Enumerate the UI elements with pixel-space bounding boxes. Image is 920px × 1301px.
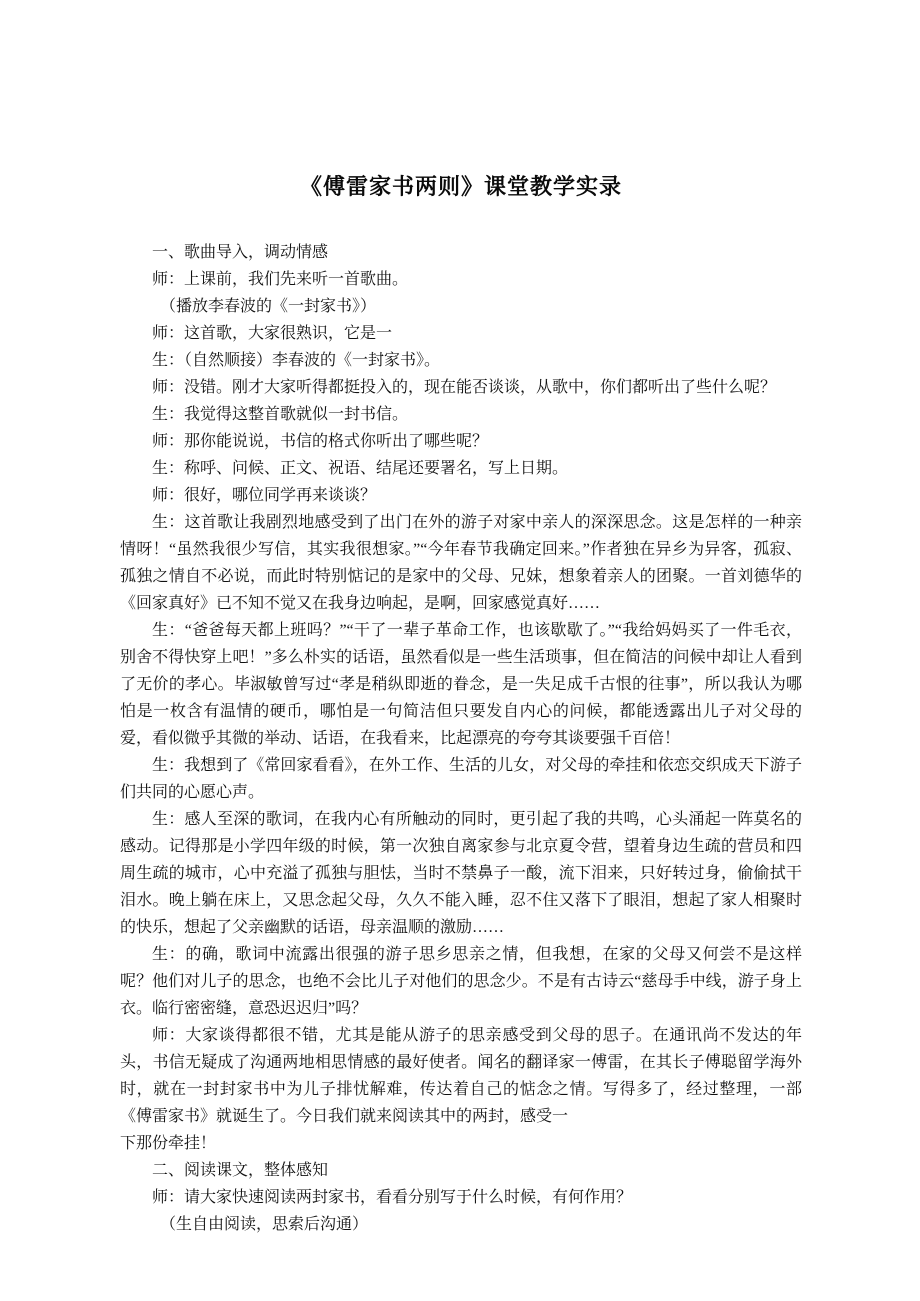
paragraph: 师：很好，哪位同学再来谈谈？ [152, 487, 377, 504]
paragraph: 生：感人至深的歌词，在我内心有所触动的同时，更引起了我的共鸣，心头涌起一阵莫名的感动。记得那是小学四年级的时候，第一次独自离家参与北京夏令营，望着身边生疏的营员和四周生疏的城市，心中充溢了孤独与胆怯，当时不禁鼻子一酸，流下泪来，只好转过身，偷偷拭干泪水。晚上躺在床上，又思念起父母，久久不能入睡，忍不住又落下了眼泪，想起了家人相聚时的快乐，想起了父亲幽默的话语，母亲温顺的激励…… [120, 811, 802, 936]
paragraph: 师：没错。刚才大家听得都挺投入的，现在能否谈谈，从歌中，你们都听出了些什么呢？ [152, 379, 777, 396]
document-body [120, 239, 802, 1238]
paragraph: 生：这首歌让我剧烈地感受到了出门在外的游子对家中亲人的深深思念。这是怎样的一种亲情呀！“虽然我很少写信，其实我很想家。”“今年春节我确定回来。”作者独在异乡为异客，孤寂、孤独之情自不必说，而此时特别惦记的是家中的父母、兄妹，想象着亲人的团聚。一首刘德华的《回家真好》已不知不觉又在我身边响起，是啊，回家感觉真好…… [120, 514, 802, 612]
paragraph: 生：的确，歌词中流露出很强的游子思乡思亲之情，但我想，在家的父母又何尝不是这样呢？他们对儿子的思念，也绝不会比儿子对他们的思念少。不是有古诗云“慈母手中线，游子身上衣。临行密密缝，意恐迟迟归”吗？ [120, 946, 802, 1017]
paragraph: （生自由阅读，思索后沟通） [160, 1216, 369, 1233]
paragraph: 一、歌曲导入，调动情感 [152, 244, 329, 261]
paragraph: 师：这首歌，大家很熟识，它是一 [152, 325, 393, 342]
paragraph: 师：请大家快速阅读两封家书，看看分别写于什么时候，有何作用？ [152, 1189, 633, 1206]
paragraph: 二、阅读课文，整体感知 [152, 1162, 329, 1179]
paragraph: 下那份牵挂！ [120, 1135, 217, 1152]
paragraph: 生：称呼、问候、正文、祝语、结尾还要署名，写上日期。 [152, 460, 569, 477]
paragraph: 生：“爸爸每天都上班吗？”“干了一辈子革命工作，也该歇歇了。”“我给妈妈买了一件毛衣，别舍不得快穿上吧！”多么朴实的话语，虽然看似是一些生活琐事，但在简洁的问候中却让人看到了无价的孝心。毕淑敏曾写过“孝是稍纵即逝的眷念，是一失足成千古恨的往事”，所以我认为哪怕是一枚含有温情的硬币，哪怕是一句简洁但只要发自内心的问候，都能透露出儿子对父母的爱，看似微乎其微的举动、话语，在我看来，比起漂亮的夸夸其谈要强千百倍！ [120, 622, 802, 747]
paragraph: 师：那你能说说，书信的格式你听出了哪些呢？ [152, 433, 489, 450]
paragraph: 生：（自然顺接）李春波的《一封家书》。 [152, 352, 441, 369]
paragraph: 生：我觉得这整首歌就似一封书信。 [152, 406, 409, 423]
paragraph: 师：上课前，我们先来听一首歌曲。 [152, 271, 409, 288]
paragraph: 师：大家谈得都很不错，尤其是能从游子的思亲感受到父母的思子。在通讯尚不发达的年头，书信无疑成了沟通两地相思情感的最好使者。闻名的翻译家一傅雷，在其长子傅聪留学海外时，就在一封封家书中为儿子排忧解难，传达着自己的惦念之情。写得多了，经过整理，一部《傅雷家书》就诞生了。今日我们就来阅读其中的两封，感受一 [120, 1027, 802, 1125]
document-title: 《傅雷家书两则》课堂教学实录 [299, 174, 622, 199]
paragraph: 生：我想到了《常回家看看》，在外工作、生活的儿女，对父母的牵挂和依恋交织成天下游子们共同的心愿心声。 [120, 757, 802, 801]
paragraph: （播放李春波的《一封家书》） [160, 298, 377, 315]
